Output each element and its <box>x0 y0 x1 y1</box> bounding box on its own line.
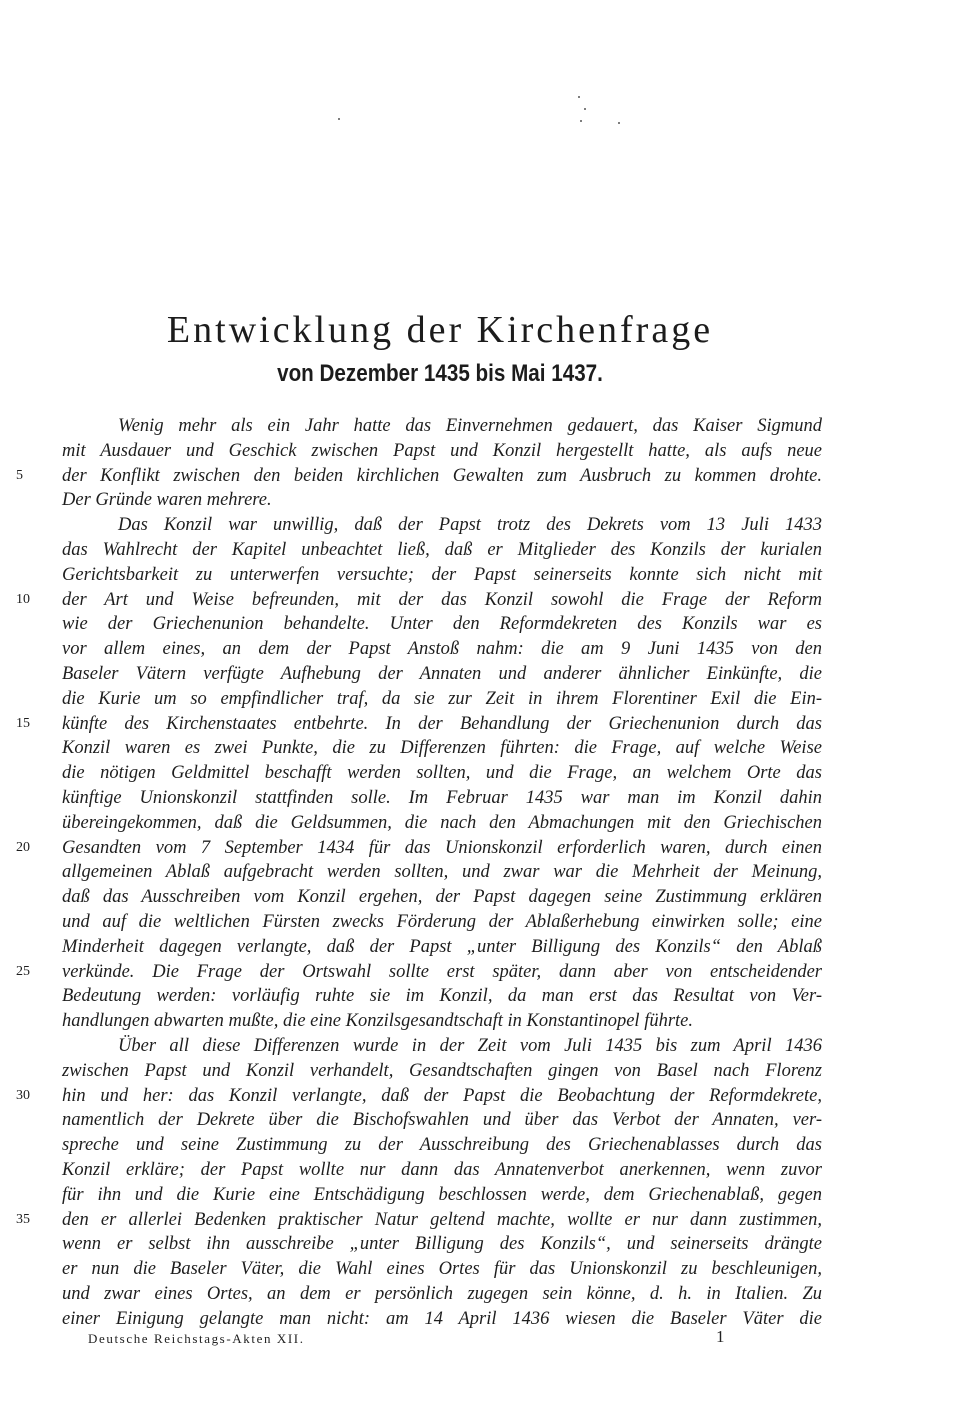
line-text: Wenig mehr als ein Jahr hatte das Einvernehmen gedauert, das Kaiser Sigmund <box>118 416 822 436</box>
line-text: zwischen Papst und Konzil verhandelt, Gesandtschaften gingen von Basel nach Florenz <box>62 1060 822 1081</box>
text-line <box>62 538 822 563</box>
line-text: verkünde. Die Frage der Ortswahl sollte erst später, dann aber von entscheidender <box>62 961 822 982</box>
line-text: Minderheit dagegen verlangte, daß der Papst „unter Billigung des Konzils“ den Ablaß <box>62 936 822 957</box>
text-line <box>62 1158 822 1183</box>
text-line <box>62 1282 822 1307</box>
line-text: künftige Unionskonzil stattfinden solle. Im Februar 1435 war man im Konzil dahin <box>62 787 822 808</box>
text-line <box>62 885 822 910</box>
line-text: Konzil erkläre; der Papst wollte nur dann das Annatenverbot anerkennen, wenn zuvor <box>62 1159 822 1180</box>
text-line <box>62 513 822 538</box>
page-title: Entwicklung der Kirchenfrage <box>166 309 714 351</box>
scan-speck <box>578 96 580 98</box>
text-line <box>62 439 822 464</box>
text-line <box>62 1307 822 1332</box>
text-line <box>62 860 822 885</box>
line-text: wie der Griechenunion behandelte. Unter den Reformdekreten des Konzils war es <box>62 614 822 635</box>
text-line <box>62 984 822 1009</box>
line-number: 35 <box>16 1211 30 1227</box>
text-line <box>62 1034 822 1059</box>
text-line <box>62 786 822 811</box>
line-text: die nötigen Geldmittel beschafft werden sollten, und die Frage, an welchem Orte das <box>62 763 822 784</box>
text-line <box>62 761 822 786</box>
page-subtitle: von Dezember 1435 bis Mai 1437. <box>277 360 603 387</box>
scan-speck <box>584 108 586 110</box>
text-line <box>62 637 822 662</box>
line-number: 25 <box>16 963 30 979</box>
text-line <box>62 1257 822 1282</box>
footer-source: Deutsche Reichstags-Akten XII. <box>88 1331 305 1346</box>
text-line <box>16 712 822 737</box>
line-text: für ihn und die Kurie eine Entschädigung beschlossen werde, dem Griechenablaß, gegen <box>62 1184 822 1205</box>
line-text: spreche und seine Zustimmung zu der Ausschreibung des Griechenablasses durch das <box>62 1135 822 1156</box>
body-text <box>16 414 822 1331</box>
text-line <box>62 563 822 588</box>
text-line <box>16 836 822 861</box>
line-text: einer Einigung gelangte man nicht: am 14 April 1436 wiesen die Baseler Väter die <box>62 1308 822 1329</box>
line-text: mit Ausdauer und Geschick zwischen Papst und Konzil hergestellt hatte, als aufs neue <box>62 440 822 461</box>
line-text: vor allem eines, an dem der Papst Anstoß nahm: die am 9 Juni 1435 von den <box>62 639 822 660</box>
scan-speck <box>580 120 582 122</box>
line-text: namentlich der Dekrete über die Bischofswahlen und über das Verbot der Annaten, ver- <box>62 1110 822 1131</box>
text-line <box>16 1208 822 1233</box>
line-text: Der Gründe waren mehrere. <box>62 490 272 511</box>
line-number: 10 <box>16 591 30 607</box>
line-text: Das Konzil war unwillig, daß der Papst trotz des Dekrets vom 13 Juli 1433 <box>118 515 822 536</box>
line-text: Gesandten vom 7 September 1434 für das Unionskonzil erforderlich waren, durch einen <box>62 837 822 858</box>
text-line <box>62 1059 822 1084</box>
line-text: Über all diese Differenzen wurde in der Zeit vom Juli 1435 bis zum April 1436 <box>118 1035 822 1056</box>
line-number: 5 <box>16 467 23 483</box>
line-text: er nun die Baseler Väter, die Wahl eines Ortes für das Unionskonzil zu beschleunigen, <box>62 1259 822 1280</box>
text-line <box>62 687 822 712</box>
line-text: Konzil waren es zwei Punkte, die zu Differenzen führten: die Frage, auf welche Weise <box>62 738 822 759</box>
text-line <box>62 1009 822 1034</box>
text-line <box>62 910 822 935</box>
text-line <box>62 811 822 836</box>
line-text: künfte des Kirchenstaates entbehrte. In der Behandlung der Griechenunion durch das <box>62 713 822 734</box>
text-line <box>62 662 822 687</box>
line-text: und zwar eines Ortes, an dem er persönlich zugegen sein könne, d. h. in Italien. Zu <box>62 1283 822 1304</box>
text-line <box>62 736 822 761</box>
text-line <box>62 414 822 439</box>
line-text: und auf die weltlichen Fürsten zwecks Förderung der Ablaßerhebung einwirken solle; eine <box>62 911 822 932</box>
scan-speck <box>338 118 340 120</box>
line-text: allgemeinen Ablaß aufgebracht werden sollten, und zwar war die Mehrheit der Meinung, <box>62 862 822 883</box>
line-number: 20 <box>16 839 30 855</box>
line-text: die Kurie um so empfindlicher traf, da sie zur Zeit in ihrem Florentiner Exil die Ein- <box>62 688 822 709</box>
line-text: den er allerlei Bedenken praktischer Natur geltend machte, wollte er nur dann zustimmen, <box>62 1209 822 1230</box>
line-number: 30 <box>16 1087 30 1103</box>
line-text: der Konflikt zwischen den beiden kirchlichen Gewalten zum Ausbruch zu kommen drohte. <box>62 465 822 486</box>
text-line <box>16 588 822 613</box>
line-text: das Wahlrecht der Kapitel unbeachtet ließ, daß er Mitglieder des Konzils der kurialen <box>62 539 822 560</box>
scan-speck <box>618 122 620 124</box>
line-text: daß das Ausschreiben vom Konzil ergehen, der Papst dagegen seine Zustimmung erklären <box>62 887 822 908</box>
text-line <box>16 960 822 985</box>
text-line <box>62 488 822 513</box>
text-line <box>62 1183 822 1208</box>
line-text: Bedeutung werden: vorläufig ruhte sie im Konzil, da man erst das Resultat von Ver- <box>62 986 822 1007</box>
line-text: handlungen abwarten mußte, die eine Konzilsgesandtschaft in Konstantinopel führte. <box>62 1011 694 1032</box>
line-text: hin und her: das Konzil verlangte, daß der Papst die Beobachtung der Reformdekrete, <box>62 1085 822 1106</box>
line-text: Baseler Vätern verfügte Aufhebung der Annaten und anderer ähnlicher Einkünfte, die <box>62 663 822 684</box>
line-text: wenn er selbst ihn ausschreibe „unter Billigung des Konzils“, und seinerseits drängte <box>62 1234 822 1255</box>
line-text: übereingekommen, daß die Geldsummen, die nach den Abmachungen mit den Griechischen <box>62 812 822 833</box>
text-line <box>62 1108 822 1133</box>
line-text: der Art und Weise befreunden, mit der das Konzil sowohl die Frage der Reform <box>62 589 822 610</box>
text-line <box>62 1232 822 1257</box>
text-line <box>62 935 822 960</box>
text-line <box>62 1133 822 1158</box>
line-text: Gerichtsbarkeit zu unterwerfen versuchte; der Papst seinerseits konnte sich nicht mit <box>62 564 822 585</box>
line-number: 15 <box>16 715 30 731</box>
page-number: 1 <box>716 1327 725 1346</box>
text-line <box>62 612 822 637</box>
text-line <box>16 1084 822 1109</box>
text-line <box>16 464 822 489</box>
